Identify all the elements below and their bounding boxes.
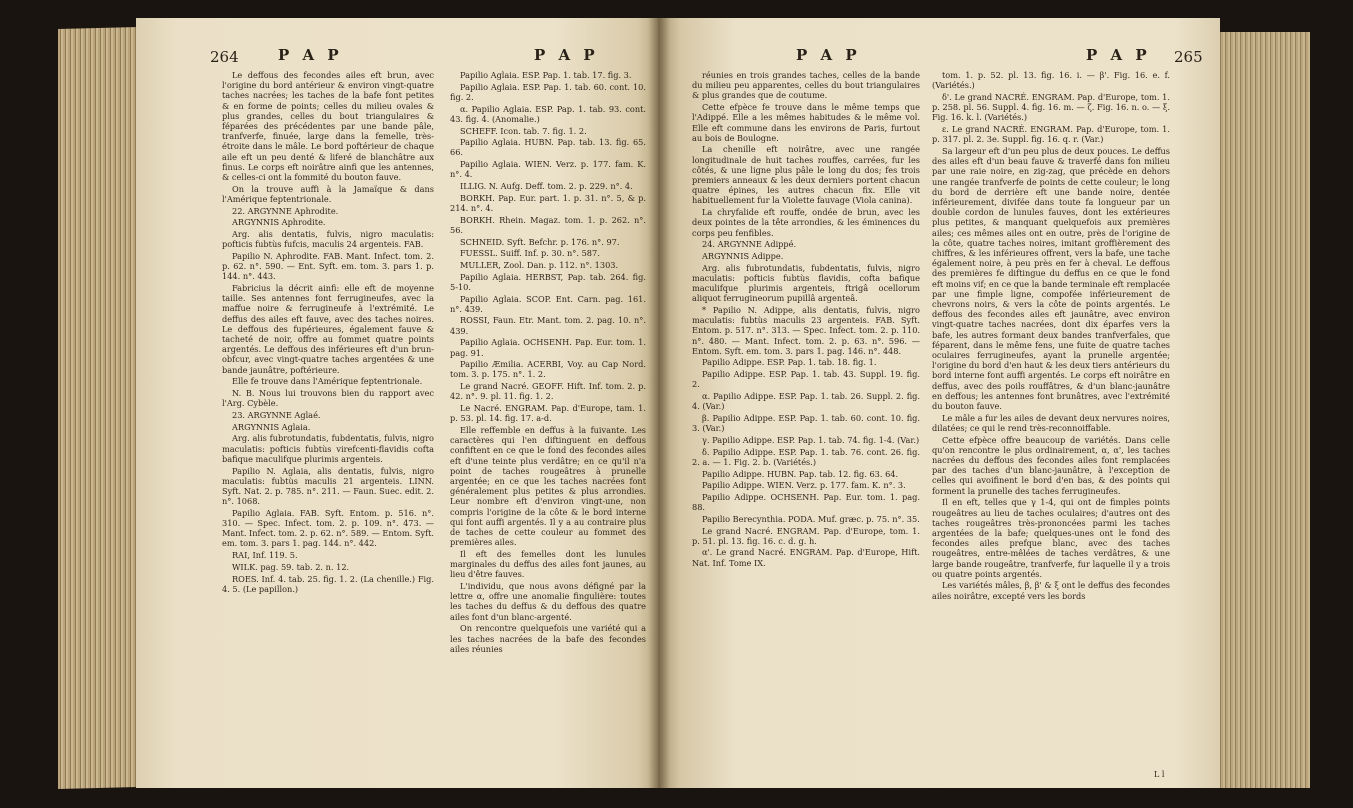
right-col1-paragraph: réunies en trois grandes taches, celles de la bande du milieu peu apparentes, celles du bout triangulaires & plus grandes que de coutume. <box>692 70 920 101</box>
right-running-head-1: P A P <box>796 46 861 64</box>
right-col2-paragraph: tom. 1. p. 52. pl. 13. fig. 16. i. — β'. Fig. 16. e. f. (Variétés.) <box>932 70 1170 91</box>
right-col2-paragraph: Le mâle a fur les ailes de devant deux nervures noires, dilatées; ce qui le rend très-reconnoiffable. <box>932 412 1170 433</box>
left-col2-paragraph: Papilio Æmilia. ACERBI, Voy. au Cap Nord. tom. 3. p. 175. n°. 1. 2. <box>450 359 646 380</box>
right-col2-paragraph: Il en eft, telles que γ 1-4, qui ont de fimples points rougeâtres au lieu de taches oculaires; d'autres ont des taches rougeâtres très-prononcées parmi les taches argentées de la bafe; quelques-unes ont le fond des fecondes ailes prefque blanc, avec des taches rougeâtres, entre-mêlées de taches verdâtres, & une large bande rougeâtre, tranfverfe, fur laquelle il y a trois ou quatre points argentés. <box>932 497 1170 579</box>
left-col2-paragraph: On rencontre quelquefois une variété qui a les taches nacrées de la bafe des fecondes ailes réunies <box>450 623 646 654</box>
left-page-number: 264 <box>210 48 239 66</box>
right-col1-paragraph: α. Papilio Adippe. ESP. Pap. 1. tab. 26. Suppl. 2. fig. 4. (Var.) <box>692 391 920 412</box>
left-col2-paragraph: ILLIG. N. Aufg. Deff. tom. 2. p. 229. n°. 4. <box>460 181 633 192</box>
left-col1-paragraph: Papilio N. Aglaia, alis dentatis, fulvis, nigro maculatis: fubtùs maculis 21 argenteis. LINN. Syft. Nat. 2. p. 785. n°. 211. — Faun. Suec. edit. 2. n°. 1068. <box>222 465 434 507</box>
right-col1-paragraph: δ. Papilio Adippe. ESP. Pap. 1. tab. 76. cont. 26. fig. 2. a. — 1. Fig. 2. b. (Variétés.) <box>692 446 920 467</box>
left-col1-paragraph: ROES. Inf. 4. tab. 25. fig. 1. 2. (La chenille.) Fig. 4. 5. (Le papillon.) <box>222 573 434 594</box>
right-col1-paragraph: Papilio Adippe. WIEN. Verz. p. 177. fam. K. n°. 3. <box>702 480 906 491</box>
right-col1-paragraph: Arg. alis fubrotundatis, fubdentatis, fulvis, nigro maculatis: pofticis fubtùs flavidis, cofta bafique maculifque plurimis argenteis, ftrigâ ocellorum aliquot ferrugineorum pupillâ argenteâ. <box>692 262 920 304</box>
left-col1-paragraph: Arg. alis fubrotundatis, fubdentatis, fulvis, nigro maculatis: pofticis fubtùs virefcenti-flavidis cofta bafique maculifque plurimis argenteis. <box>222 433 434 464</box>
right-page-edges <box>1218 32 1310 788</box>
left-col2-paragraph: Papilio Aglaia. SCOP. Ent. Carn. pag. 161. n°. 439. <box>450 293 646 314</box>
right-column-1 <box>692 70 920 569</box>
left-col1-paragraph: 23. ARGYNNE Aglaé. <box>232 410 321 420</box>
right-col1-paragraph: Le grand Nacré. ENGRAM. Pap. d'Europe, tom. 1. p. 51. pl. 13. fig. 16. c. d. g. h. <box>692 525 920 546</box>
left-col2-paragraph: Papilio Aglaia. ESP. Pap. 1. tab. 17. fig. 3. <box>460 70 632 80</box>
left-col1-paragraph: ARGYNNIS Aglaia. <box>232 421 311 432</box>
left-col2-paragraph: Le Nacré. ENGRAM. Pap. d'Europe, tam. 1. p. 53. pl. 14. fig. 17. a-d. <box>450 403 646 424</box>
left-col2-paragraph: ROSSI, Faun. Etr. Mant. tom. 2. pag. 10. n°. 439. <box>450 315 646 336</box>
left-running-head-1: P A P <box>278 46 343 64</box>
left-col2-paragraph: SCHEFF. Icon. tab. 7. fig. 1. 2. <box>460 125 587 136</box>
left-col2-paragraph: Elle reffemble en deffus à la fuivante. Les caractères qui l'en diftinguent en deffous confiftent en ce que le fond des fecondes ailes eft d'une teinte plus verdâtre; en ce qu'il n'a point de taches rougeâtres à prunelle argentée; en ce que les taches nacrées font généralement plus petites & plus arrondies. Leur nombre eft d'environ vingt-une, non compris l'origine de la côte & le bord interne qui font auffi argentés. Il y a au contraire plus de taches de cette couleur au fommet des premières ailes. <box>450 425 646 548</box>
right-col2-paragraph: Cette efpèce offre beaucoup de variétés. Dans celle qu'on rencontre le plus ordinairement, α, α', les taches nacrées du deffous des fecondes ailes font remplacées par des taches d'un blanc-jaunâtre, à l'exception de celles qui avoifinent le bord d'en bas, & des points qui forment la prunelle des taches ferrugineufes. <box>932 434 1170 496</box>
left-col1-paragraph: Fabricius la décrit ainfi: elle eft de moyenne taille. Ses antennes font ferrugineufes, avec la maffue noire & ferrugineufe à l'extrémité. Le deffus des ailes eft fauve, avec des taches noires. Le deffous des fupérieures, également fauve & tacheté de noir, offre au fommet quatre points argentés. Le deffous des inférieures eft d'un brun-obfcur, avec vingt-quatre taches argentées & une bande jaunâtre, poftérieure. <box>222 283 434 375</box>
right-col1-paragraph: La chryfalide eft rouffe, ondée de brun, avec les deux pointes de la tête arrondies, & les éminences du corps peu fenfibles. <box>692 207 920 238</box>
left-page-edges <box>58 27 138 789</box>
left-col1-paragraph: Papilio Aglaia. FAB. Syft. Entom. p. 516. n°. 310. — Spec. Infect. tom. 2. p. 109. n°. 473. — Mant. Infect. tom. 2. p. 62. n°. 589. — Entom. Syft. em. tom. 3. pars 1. pag. 144. n°. 442. <box>222 507 434 549</box>
right-col1-paragraph: γ. Papilio Adippe. ESP. Pap. 1. tab. 74. fig. 1-4. (Var.) <box>702 434 920 445</box>
left-col1-paragraph: Arg. alis dentatis, fulvis, nigro maculatis: pofticis fubtùs fufcis, maculis 24 argenteis. FAB. <box>222 229 434 250</box>
right-running-head-2: P A P <box>1086 46 1151 64</box>
left-col1-paragraph: Papilio N. Aphrodite. FAB. Mant. Infect. tom. 2. p. 62. n°. 590. — Ent. Syft. em. tom. 3. pars 1. p. 144. n°. 443. <box>222 250 434 282</box>
left-col2-paragraph: BORKH. Pap. Eur. part. 1. p. 31. n°. 5, & p. 214. n°. 4. <box>450 192 646 213</box>
left-col2-paragraph: Papilio Aglaia. WIEN. Verz. p. 177. fam. K. n°. 4. <box>450 159 646 180</box>
left-col2-paragraph: Le grand Nacré. GEOFF. Hift. Inf. tom. 2. p. 42. n°. 9. pl. 11. fig. 1. 2. <box>450 381 646 402</box>
right-col1-paragraph: α'. Le grand Nacré. ENGRAM. Pap. d'Europe, Hift. Nat. Inf. Tome IX. <box>692 547 920 568</box>
left-col1-paragraph: On la trouve auffi à la Jamaïque & dans l'Amérique feptentrionale. <box>222 183 434 204</box>
left-col2-paragraph: Il eft des femelles dont les lunules marginales du deffus des ailes font jaunes, au lieu d'être fauves. <box>450 548 646 580</box>
right-col1-paragraph: Papilio Adippe. OCHSENH. Pap. Eur. tom. 1. pag. 88. <box>692 491 920 513</box>
left-column-1 <box>222 70 434 595</box>
left-page <box>136 18 658 788</box>
left-column-2 <box>450 70 646 655</box>
left-col2-paragraph: Papilio Aglaia. ESP. Pap. 1. tab. 60. cont. 10. fig. 2. <box>450 81 646 102</box>
right-column-2 <box>932 70 1170 602</box>
left-col1-paragraph: N. B. Nous lui trouvons bien du rapport avec l'Arg. Cybèle. <box>222 388 434 409</box>
right-col1-paragraph: * Papilio N. Adippe, alis dentatis, fulvis, nigro maculatis: fubtùs maculis 23 argenteis. FAB. Syft. Entom. p. 517. n°. 313. — Spec. Infect. tom. 2. p. 110. n°. 480. — Mant. Infect. tom. 2. p. 63. n°. 596. — Entom. Syft. em. tom. 3. pars 1. pag. 146. n°. 448. <box>692 304 920 356</box>
right-col2-paragraph: Sa largeur eft d'un peu plus de deux pouces. Le deffus des ailes eft d'un beau fauve & traverfé dans fon milieu par une raie noire, en zig-zag, que précède en dehors une rangée tranfverfe de points de cette couleur; le long du bord de derrière eft une bande noire, dentée inférieurement, divifée dans toute fa longueur par un double cordon de lunules fauves, dont les extérieures plus petites, & manquant quelquefois aux premières ailes; ces mêmes ailes ont en outre, près de l'origine de la côte, quatre taches noires, imitant groffièrement des chiffres, & les inférieures offrent, vers la bafe, une tache également noire, à peu près en fer à cheval. Le deffous des premières fe diftingue du deffus en ce que le fond eft moins vif; en ce que la bande terminale eft remplacée par une fimple ligne, compofée inférieurement de chevrons noirs, & vers la côte de points argentés. Le deffous des fecondes ailes eft jaunâtre, avec environ vingt-quatre taches nacrées, dont dix éparfes vers la bafe, les autres formant deux bandes tranfverfales, que féparent, dans le même fens, une fuite de quatre taches oculaires ferrugineufes, ayant la prunelle argentée; l'origine du bord d'en haut & les deux tiers antérieurs du bord interne font auffi argentés. Le corps eft noirâtre en deffus, avec des poils rouffâtres, & d'un blanc-jaunâtre en deffous; les antennes font brunâtres, avec l'extrémité du bouton fauve. <box>932 145 1170 411</box>
right-col1-paragraph: 24. ARGYNNE Adippé. <box>702 239 797 250</box>
right-col2-paragraph: δ'. Le grand NACRÉ. ENGRAM. Pap. d'Europe, tom. 1. p. 258. pl. 56. Suppl. 4. fig. 16. m. — ζ. Fig. 16. n. o. — ξ. Fig. 16. k. l. (Variétés.) <box>932 91 1170 123</box>
right-col2-paragraph: ε. Le grand NACRÉ. ENGRAM. Pap. d'Europe, tom. 1. p. 317. pl. 2. 3e. Suppl. fig. 16. q. r. (Var.) <box>932 124 1170 145</box>
left-col1-paragraph: RAI, Inf. 119. 5. <box>232 550 298 561</box>
right-col1-paragraph: Papilio Adippe. HUBN. Pap. tab. 12. fig. 63. 64. <box>702 468 899 479</box>
right-col1-paragraph: ARGYNNIS Adippe. <box>702 250 784 261</box>
left-col2-paragraph: α. Papilio Aglaia. ESP. Pap. 1. tab. 93. cont. 43. fig. 4. (Anomalie.) <box>450 103 646 124</box>
left-col2-paragraph: FUESSL. Suiff. Inf. p. 30. n°. 587. <box>460 248 600 259</box>
signature-mark: L l <box>1154 770 1165 779</box>
left-col1-paragraph: WILK. pag. 59. tab. 2. n. 12. <box>232 561 350 572</box>
right-page-number: 265 <box>1174 48 1203 66</box>
left-col2-paragraph: Papilio Aglaia. HERBST, Pap. tab. 264. fig. 5-10. <box>450 271 646 292</box>
book-gutter <box>648 18 670 788</box>
right-col1-paragraph: β. Papilio Adippe. ESP. Pap. 1. tab. 60. cont. 10. fig. 3. (Var.) <box>692 413 920 434</box>
right-col1-paragraph: Cette efpèce fe trouve dans le même temps que l'Adippé. Elle a les mêmes habitudes & le même vol. Elle eft commune dans les environs de Paris, furtout au bois de Boulogne. <box>692 102 920 143</box>
right-col1-paragraph: Papilio Adippe. ESP. Pap. 1. tab. 43. Suppl. 19. fig. 2. <box>692 369 920 390</box>
right-col1-paragraph: La chenille eft noirâtre, avec une rangée longitudinale de huit taches rouffes, carrées, fur les côtés, & une ligne plus pâle le long du dos; fes trois premiers anneaux & les deux derniers portent chacun quatre épines, les autres chacun fix. Elle vit habituellement fur la Violette fauvage (Viola canina). <box>692 144 920 206</box>
right-col1-paragraph: Papilio Adippe. ESP. Pap. 1. tab. 18. fig. 1. <box>702 357 877 368</box>
left-col2-paragraph: BORKH. Rhein. Magaz. tom. 1. p. 262. n°. 56. <box>450 214 646 235</box>
left-running-head-2: P A P <box>534 46 599 64</box>
left-col1-paragraph: 22. ARGYNNE Aphrodite. <box>232 205 339 216</box>
right-col2-paragraph: Les variétés mâles, β, β' & ξ ont le deffus des fecondes ailes noirâtre, excepté vers les bords <box>932 580 1170 601</box>
right-page <box>658 18 1220 788</box>
left-col1-paragraph: Elle fe trouve dans l'Amérique feptentrionale. <box>232 376 423 387</box>
left-col1-paragraph: Le deffous des fecondes ailes eft brun, avec l'origine du bord antérieur & environ vingt-quatre taches nacrées; les taches de la bafe font petites & en forme de points; celles du milieu ovales & plus grandes, celles du bout triangulaires & féparées des précédentes par une bande pâle, tranfverfe, finuée, large dans la femelle, très-étroite dans le mâle. Le bord poftérieur de chaque aile eft un peu denté & liferé de blanchâtre aux finus. Le corps eft noirâtre ainfi que les antennes, & celles-ci ont la fommité du bouton fauve. <box>222 70 434 183</box>
left-col1-paragraph: ARGYNNIS Aphrodite. <box>232 217 326 228</box>
right-col1-paragraph: Papilio Berecynthia. PODA. Muf. græc. p. 75. n°. 35. <box>702 513 920 524</box>
left-col2-paragraph: SCHNEID. Syft. Befchr. p. 176. n°. 97. <box>460 236 620 247</box>
left-col2-paragraph: Papilio Aglaia. OCHSENH. Pap. Eur. tom. 1. pag. 91. <box>450 337 646 358</box>
left-col2-paragraph: L'individu, que nous avons défigné par la lettre α, offre une anomalie fingulière: toutes les taches du deffus & du deffous des quatre ailes font d'un blanc-argenté. <box>450 581 646 622</box>
left-col2-paragraph: Papilio Aglaia. HUBN. Pap. tab. 13. fig. 65. 66. <box>450 137 646 158</box>
left-col2-paragraph: MULLER, Zool. Dan. p. 112. n°. 1303. <box>460 259 619 270</box>
